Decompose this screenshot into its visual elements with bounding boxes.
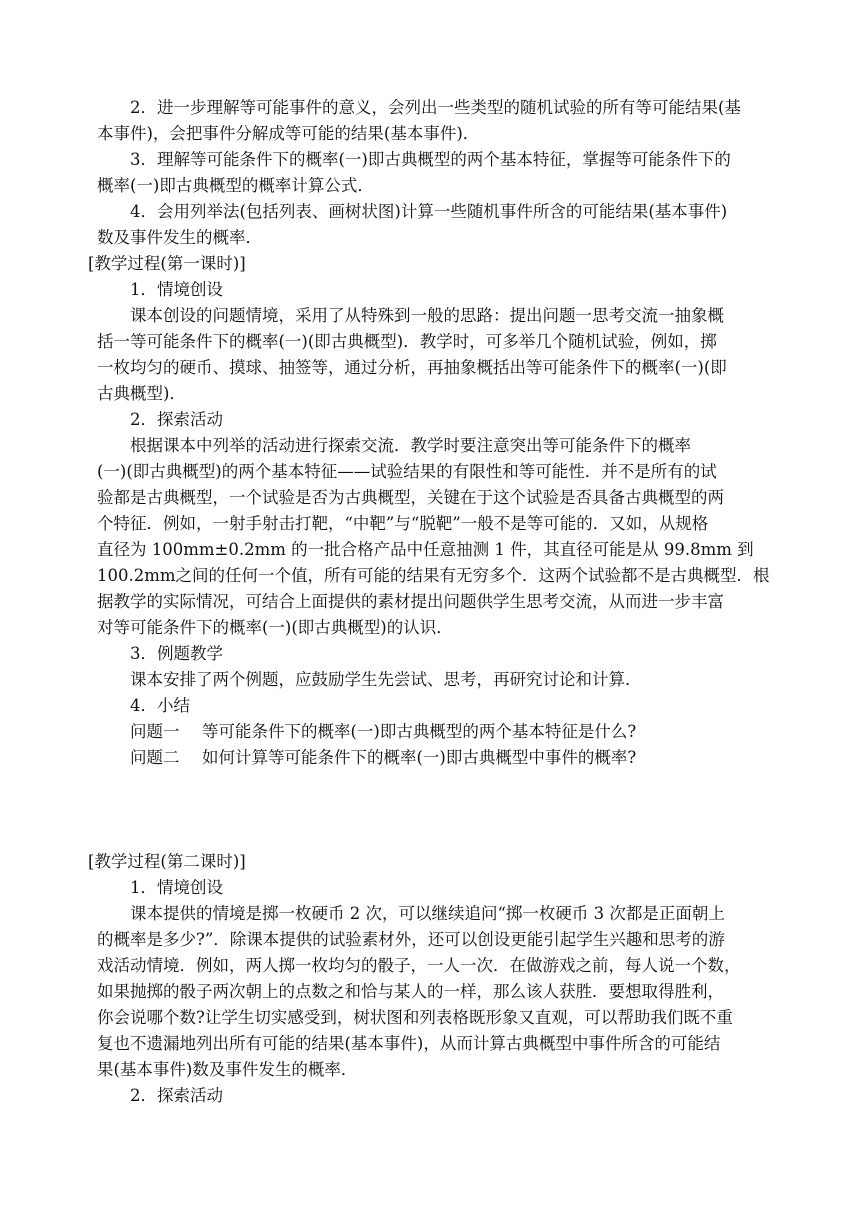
objective-4-line-1: 4．会用列举法(包括列表、画树状图)计算一些随机事件所含的可能结果(基本事件) [130, 202, 728, 221]
lesson-1-section-2-line-3: 验都是古典概型，一个试验是否为古典概型，关键在于这个试验是否具备古典概型的两 [97, 488, 724, 507]
lesson-1-section-1-line-3: 一枚均匀的硬币、摸球、抽签等，通过分析，再抽象概括出等可能条件下的概率(一)(即 [97, 358, 727, 377]
lesson-2-section-1-line-2: 的概率是多少?”．除课本提供的试验素材外，还可以创设更能引起学生兴趣和思考的游 [97, 930, 725, 949]
lesson-1-heading: [教学过程(第一课时)] [88, 254, 246, 273]
lesson-2-section-1-title: 1．情境创设 [130, 878, 223, 897]
lesson-1-section-2-line-4: 个特征．例如，一射手射击打靶，“中靶”与“脱靶”一般不是等可能的．又如，从规格 [97, 514, 709, 533]
lesson-1-section-2-line-6: 100.2mm之间的任何一个值，所有可能的结果有无穷多个．这两个试验都不是古典概型．根 [97, 566, 770, 585]
lesson-2-section-1-line-1: 课本提供的情境是掷一枚硬币 2 次，可以继续追问“掷一枚硬币 3 次都是正面朝上 [130, 904, 725, 923]
lesson-1-section-2-line-1: 根据课本中列举的活动进行探索交流．教学时要注意突出等可能条件下的概率 [130, 436, 691, 455]
lesson-2-section-1-line-5: 你会说哪个数?让学生切实感受到，树状图和列表格既形象又直观，可以帮助我们既不重 [97, 1008, 733, 1027]
lesson-2-section-1-line-7: 果(基本事件)数及事件发生的概率． [97, 1060, 358, 1079]
lesson-1-section-2-title: 2．探索活动 [130, 410, 223, 429]
objective-3-line-2: 概率(一)即古典概型的概率计算公式． [97, 176, 374, 195]
lesson-2-section-1-line-6: 复也不遗漏地列出所有可能的结果(基本事件)，从而计算古典概型中事件所含的可能结 [97, 1034, 721, 1053]
lesson-1-section-1-title: 1．情境创设 [130, 280, 223, 299]
objective-2-line-2: 本事件)，会把事件分解成等可能的结果(基本事件)． [97, 124, 480, 143]
summary-question-1 [130, 722, 780, 742]
summary-question-2 [130, 748, 780, 768]
objective-3-line-1: 3．理解等可能条件下的概率(一)即古典概型的两个基本特征，掌握等可能条件下的 [130, 150, 731, 169]
lesson-2-heading: [教学过程(第二课时)] [88, 852, 246, 871]
lesson-1-section-3-line-1: 课本安排了两个例题，应鼓励学生先尝试、思考，再研究讨论和计算． [130, 670, 642, 689]
lesson-1-section-4-title: 4．小结 [130, 696, 190, 715]
question-2-label: 问题二 [130, 748, 180, 767]
lesson-1-section-1-line-1: 课本创设的问题情境，采用了从特殊到一般的思路：提出问题一思考交流一抽象概 [130, 306, 724, 325]
lesson-1-section-2-line-5: 直径为 100mm±0.2mm 的一批合格产品中任意抽测 1 件，其直径可能是从 99.8mm 到 [97, 540, 754, 559]
objective-2-line-1: 2．进一步理解等可能事件的意义，会列出一些类型的随机试验的所有等可能结果(基 [130, 98, 741, 117]
question-2-text: 如何计算等可能条件下的概率(一)即古典概型中事件的概率? [202, 748, 637, 767]
lesson-2-section-2-title: 2．探索活动 [130, 1086, 223, 1105]
lesson-1-section-2-line-2: (一)(即古典概型)的两个基本特征——试验结果的有限性和等可能性．并不是所有的试 [97, 462, 717, 481]
lesson-2-section-1-line-4: 如果抛掷的骰子两次朝上的点数之和恰与某人的一样，那么该人获胜．要想取得胜利， [97, 982, 724, 1001]
lesson-1-section-2-line-8: 对等可能条件下的概率(一)(即古典概型)的认识． [97, 618, 453, 637]
lesson-2-section-1-line-3: 戏活动情境．例如，两人掷一枚均匀的骰子，一人一次．在做游戏之前，每人说一个数， [97, 956, 741, 975]
lesson-1-section-1-line-4: 古典概型)． [97, 384, 186, 403]
objective-4-line-2: 数及事件发生的概率． [97, 228, 262, 247]
lesson-1-section-2-line-7: 据教学的实际情况，可结合上面提供的素材提出问题供学生思考交流，从而进一步丰富 [97, 592, 724, 611]
question-1-label: 问题一 [130, 722, 180, 741]
lesson-1-section-1-line-2: 括一等可能条件下的概率(一)(即古典概型)．教学时，可多举几个随机试验，例如，掷 [97, 332, 717, 351]
question-1-text: 等可能条件下的概率(一)即古典概型的两个基本特征是什么? [202, 722, 637, 741]
lesson-1-section-3-title: 3．例题教学 [130, 644, 223, 663]
